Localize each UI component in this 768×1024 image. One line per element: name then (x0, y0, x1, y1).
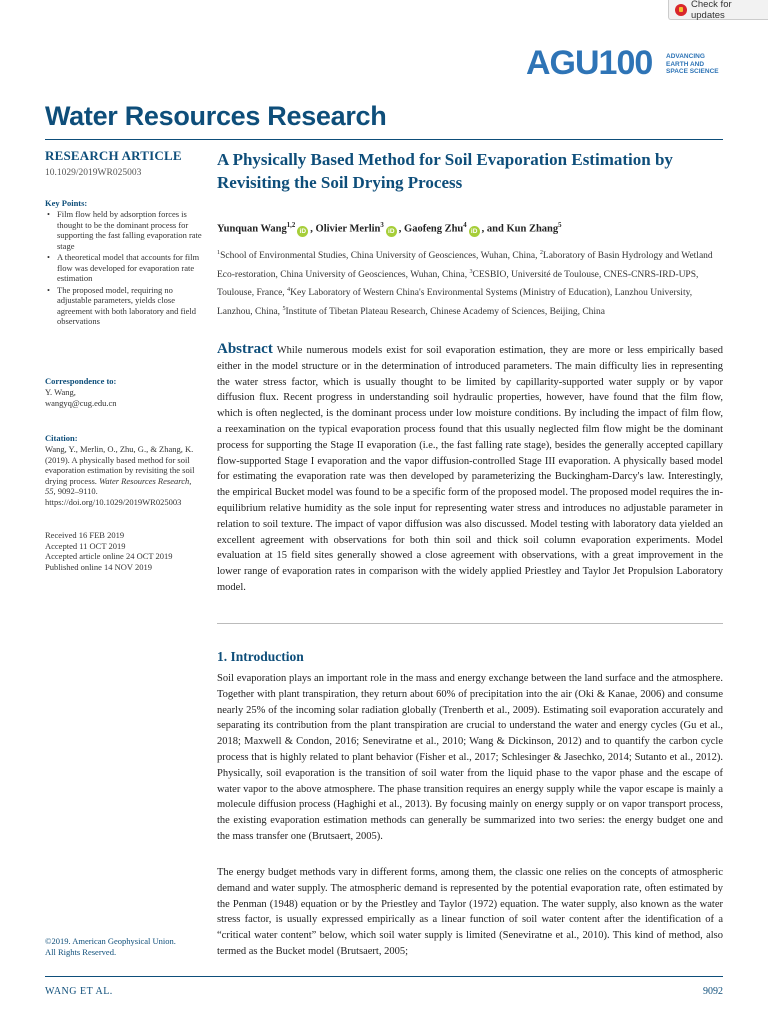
page-number: 9092 (703, 986, 723, 997)
date-accepted-online: Accepted article online 24 OCT 2019 (45, 551, 173, 561)
author-name[interactable]: Kun Zhang (506, 223, 559, 235)
author-name[interactable]: Gaofeng Zhu (404, 223, 464, 235)
author-separator: , (310, 223, 316, 235)
correspondence-heading: Correspondence to: (45, 376, 117, 386)
affiliation: Laboratory of Basin Hydrology and Wetland Eco-restoration, China University of Geosciences, Wuhan, China, (217, 251, 713, 280)
affiliations (217, 246, 723, 321)
copyright-line: All Rights Reserved. (45, 946, 117, 957)
history-dates (45, 530, 197, 572)
header-divider (45, 139, 723, 140)
correspondence-name: Y. Wang, (45, 387, 76, 397)
affil-sup: 1 (217, 250, 221, 256)
affil-sup: 5 (282, 305, 286, 312)
copyright-line: ©2019. American Geophysical Union. (45, 936, 176, 946)
affil-sup: 3 (469, 268, 473, 275)
abstract-label: Abstract (217, 341, 273, 357)
running-author: WANG ET AL. (45, 986, 113, 997)
check-for-updates-button[interactable] (668, 0, 768, 20)
doi[interactable]: 10.1029/2019WR025003 (45, 168, 142, 178)
agu-logo: AGU100 (526, 44, 653, 82)
footer-divider (45, 976, 723, 977)
copyright (45, 936, 197, 957)
date-accepted: Accepted 11 OCT 2019 (45, 540, 126, 551)
author-separator: , and (481, 223, 507, 235)
affil-sup: 2 (539, 250, 543, 256)
orcid-icon[interactable]: iD (469, 226, 480, 237)
affil-sup: 4 (287, 287, 291, 294)
affiliation: School of Environmental Studies, China University of Geosciences, Wuhan, China, (220, 251, 540, 262)
author-affil-sup: 1,2 (286, 222, 296, 229)
key-point: • The proposed model, requiring no adjustable parameters, yields close agreement with both laboratory and field observations (57, 285, 209, 327)
author-name[interactable]: Olivier Merlin (315, 223, 381, 235)
abstract-text: While numerous models exist for soil evaporation estimation, they are more or less empirically based either in the model structure or in the determination of introduced parameters. The main difficulty lies in representing the water stress factor, which is usually thought to be limited by capillarity-supported water supply or by vapor diffusion flux. Recent progress in understanding soil hydraulic properties, however, have found that the film flow, which is often neglected, is the dominant process under low moisture conditions. By including the impact of film flow, a reexamination on the typical evaporation process found that this usually neglected film flow might be the dominant process for supporting the Stage II evaporation (i.e., the fast falling rate stage), besides the generally accepted capillary flow-supported Stage I evaporation and the vapor diffusion-controlled Stage III evaporation. A physically based model for estimating the evaporation rate was then developed by parameterizing the Buckingham-Darcy's law. Interestingly, the empirical Bucket model was found to be a specific form of the proposed model. The proposed model requires the in-equilibrium relative humidity as the sole input for representing water stress and introduces no adjustable parameter in relation to soil texture. The impact of vapor diffusion was also discussed. Model testing with laboratory data yielded an excellent agreement with observations for both thin soil and thick soil column evaporation experiments. Model evaluation at 15 field sites generally showed a close agreement with observations, with a great improvement in the lower range of evaporation rates in comparison with the widely applied Priestley and Taylor Jet Propulsion Laboratory model. (217, 345, 723, 593)
correspondence-block (45, 387, 197, 408)
author-name[interactable]: Yunquan Wang (217, 223, 287, 235)
section-heading-introduction: 1. Introduction (217, 649, 304, 664)
citation-authors-title: Wang, Y., Merlin, O., Zhu, G., & Zhang, K. (2019). A physically based method for soil evaporation estimation by revisiting the soil drying process. (45, 444, 195, 486)
author-affil-sup: 3 (380, 222, 384, 229)
affiliation: Key Laboratory of Western China's Environmental Systems (Ministry of Education), Lanzhou University, Lanzhou, China, (217, 288, 693, 318)
check-for-updates-label: Check for updates (690, 0, 732, 21)
correspondence-email[interactable]: wangyq@cug.edu.cn (45, 397, 117, 408)
key-points-list (45, 209, 209, 328)
author-affil-sup: 5 (558, 222, 562, 229)
orcid-icon[interactable]: iD (297, 226, 308, 237)
date-published: Published online 14 NOV 2019 (45, 561, 153, 572)
author-affil-sup: 4 (463, 222, 467, 229)
citation-journal: Water Resources Research, 55, (45, 475, 192, 496)
abstract-divider (217, 623, 723, 624)
abstract (217, 342, 723, 596)
crossmark-icon (675, 4, 687, 16)
article-title: A Physically Based Method for Soil Evaporation Estimation by Revisiting the Soil Drying Process (217, 150, 673, 192)
author-list (217, 222, 723, 237)
journal-title: Water Resources Research (45, 101, 387, 131)
affiliation: Institute of Tibetan Plateau Research, Chinese Academy of Sciences, Beijing, China (285, 307, 606, 318)
intro-paragraph-2: The energy budget methods vary in different forms, among them, the classic one relies on the concepts of atmospheric demand and water supply. The atmospheric demand is represented by the potential evaporation rate, often estimated by the Penman (1948) equation or by the Priestley and Taylor (1972) equation. The water supply, also known as the water stress factor, is usually expressed empirically as a linear function of soil water content after the identification of a “critical water content” below, which soil water supply is limited (Seneviratne et al., 2010). This kind of method, also termed as the Bucket model (Brutsaert, 2005; (217, 867, 723, 957)
citation-pages-doi: 9092–9110. https://doi.org/10.1029/2019WR025003 (45, 486, 182, 507)
citation-text (45, 444, 197, 507)
key-point: • A theoretical model that accounts for film flow was developed for evaporation rate estimation (57, 252, 209, 284)
article-type: RESEARCH ARTICLE (45, 148, 182, 163)
author-separator: , (398, 223, 405, 235)
key-point: • Film flow held by adsorption forces is thought to be the dominant process for supporting the fast falling evaporation rate stage (57, 209, 209, 251)
key-points-heading: Key Points: (45, 198, 88, 208)
intro-paragraph-1: Soil evaporation plays an important role in the mass and energy exchange between the land surface and the atmosphere. Together with plant transpiration, they return about 60% of precipitation into the air (Oki & Kanae, 2006) and consume nearly 25% of the incoming solar radiation globally (Trenberth et al., 2009). Estimating soil evaporation accurately and separating its contribution from the plant transpiration are crucial to understand the water and energy cycles (Gu et al., 2018; Maxwell & Condon, 2016; Seneviratne et al., 2010; Wang & Dickinson, 2012) and to quantify the carbon cycle process that is highly related to plant behavior (Fisher et al., 2017; Schlesinger & Jasechko, 2014; Sutanto et al., 2012). Physically, soil evaporation is the transition of soil water from the liquid phase to the vapor phase and the escape of water vapor to the above atmosphere. The phase transition requires an energy supply while the vapor escape is mainly a molecule diffusion process (Haghighi et al., 2013). By focusing mainly on energy supply or on vapor transport process, the existing evaporation estimation methods can generally be summarized into two series: the energy budget one and the mass transfer one (Brutsaert, 2005). (217, 673, 723, 842)
affiliation: CESBIO, Université de Toulouse, CNES-CNRS-IRD-UPS, Toulouse, France, (217, 269, 699, 299)
date-received: Received 16 FEB 2019 (45, 530, 125, 540)
orcid-icon[interactable]: iD (386, 226, 397, 237)
agu-tagline: ADVANCING EARTH AND SPACE SCIENCE (666, 53, 719, 75)
citation-heading: Citation: (45, 433, 78, 443)
